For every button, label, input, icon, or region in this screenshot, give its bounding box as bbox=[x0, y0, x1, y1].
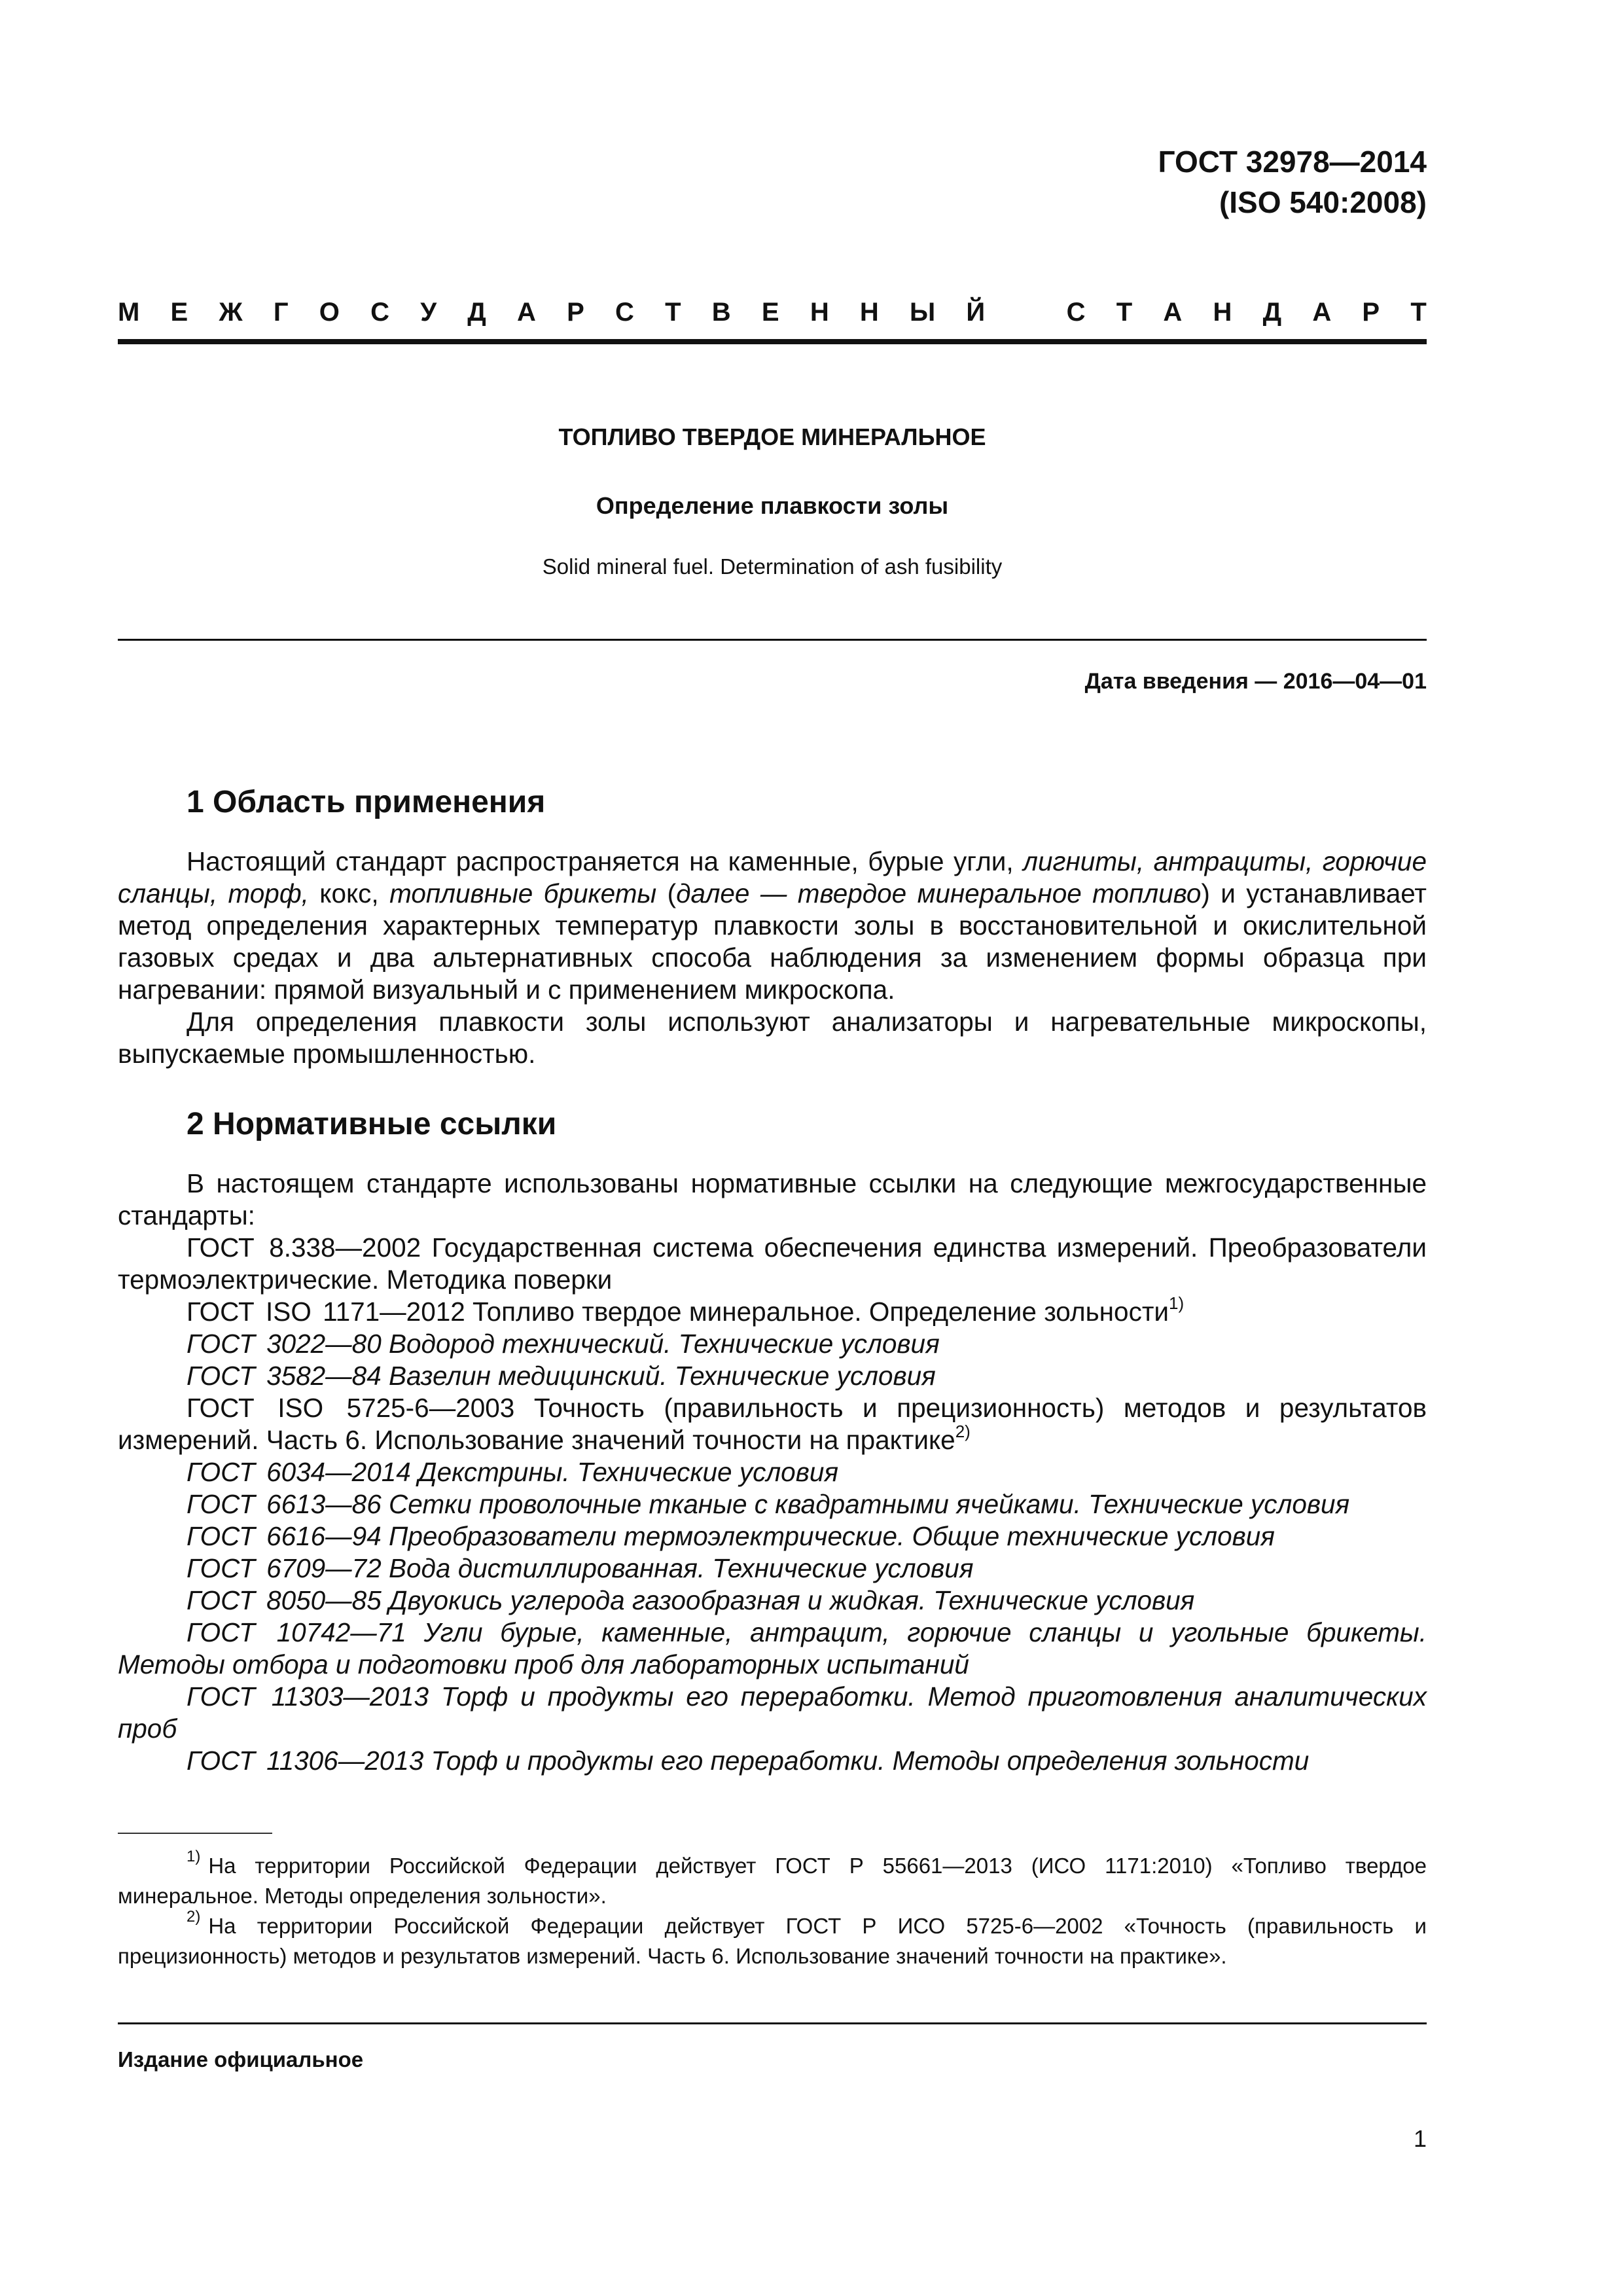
reference-code: ГОСТ 8050—85 bbox=[187, 1585, 382, 1615]
reference-item bbox=[118, 1360, 1427, 1392]
banner-letter: Р bbox=[567, 298, 584, 327]
reference-title: Государственная система обеспечения единства измерений. Преобразователи термоэлектрические. Методика поверки bbox=[118, 1232, 1427, 1295]
iso-number: (ISO 540:2008) bbox=[1219, 185, 1427, 219]
footnote-marker: 1) bbox=[1169, 1293, 1185, 1313]
reference-code: ГОСТ 11303—2013 bbox=[187, 1681, 429, 1712]
reference-code: ГОСТ 6613—86 bbox=[187, 1489, 382, 1519]
page-number: 1 bbox=[1413, 2125, 1427, 2152]
text-run: ( bbox=[656, 878, 677, 908]
reference-code: ГОСТ 3022—80 bbox=[187, 1329, 382, 1359]
banner-letter: Е bbox=[170, 298, 188, 327]
footnote-mark: 2) bbox=[187, 1908, 201, 1926]
reference-code: ГОСТ 10742—71 bbox=[187, 1617, 406, 1647]
reference-code: ГОСТ 6034—2014 bbox=[187, 1457, 411, 1487]
text-run: Настоящий стандарт распространяется на каменные, бурые угли, bbox=[187, 846, 1024, 876]
banner-letter: Д bbox=[467, 298, 486, 327]
footnote-text: На территории Российской Федерации действует ГОСТ Р ИСО 5725-6—2002 «Точность (правильность и прецизионность) методов и результатов измерений. Часть 6. Использование значений точности на практике». bbox=[118, 1914, 1427, 1968]
banner-letter: Й bbox=[966, 298, 986, 327]
reference-item bbox=[118, 1293, 1427, 1328]
normative-references-list bbox=[118, 1232, 1427, 1777]
reference-item bbox=[118, 1520, 1427, 1552]
banner-letter: Ы bbox=[910, 298, 936, 327]
footnote-marker: 2) bbox=[955, 1421, 971, 1441]
banner-letter: Р bbox=[1362, 298, 1380, 327]
banner-letter bbox=[1016, 296, 1035, 329]
reference-title: Торф и продукты его переработки. Методы определения зольности bbox=[431, 1746, 1310, 1776]
standard-subtitle: Определение плавкости золы bbox=[596, 492, 949, 519]
reference-title: Торф и продукты его переработки. Метод приготовления аналитических проб bbox=[118, 1681, 1427, 1744]
text-run: ) и устанавливает метод определения характерных температур плавкости золы в восстановительной и окислительной газовых средах и два альтернативных способа наблюдения за изменением формы образца при нагревании: прямой визуальный и с применением микроскопа. bbox=[118, 878, 1427, 1005]
gost-number: ГОСТ 32978—2014 bbox=[1158, 145, 1427, 179]
banner-letter: А bbox=[517, 298, 536, 327]
official-edition-label: Издание официальное bbox=[118, 2047, 364, 2072]
banner-letter: С bbox=[615, 298, 634, 327]
reference-item bbox=[118, 1488, 1427, 1520]
banner-letter: Г bbox=[273, 298, 289, 327]
reference-item bbox=[118, 1681, 1427, 1745]
reference-code: ГОСТ 6616—94 bbox=[187, 1521, 382, 1551]
text-run: кокс, bbox=[308, 878, 390, 908]
banner-letter: В bbox=[711, 298, 731, 327]
reference-item bbox=[118, 1745, 1427, 1777]
reference-title: Двуокись углерода газообразная и жидкая. Технические условия bbox=[389, 1585, 1195, 1615]
banner-letter: Ж bbox=[219, 298, 243, 327]
standard-title: ТОПЛИВО ТВЕРДОЕ МИНЕРАЛЬНОЕ bbox=[558, 423, 986, 450]
text-run: далее — твердое минеральное топливо bbox=[676, 878, 1202, 908]
reference-item bbox=[118, 1232, 1427, 1296]
reference-code: ГОСТ 6709—72 bbox=[187, 1553, 382, 1583]
section-2 bbox=[118, 1105, 1427, 1777]
banner-letter: Н bbox=[810, 298, 829, 327]
title-rule bbox=[118, 639, 1427, 641]
banner-letter: С bbox=[370, 298, 389, 327]
reference-item bbox=[118, 1617, 1427, 1681]
footnote bbox=[118, 1908, 1427, 1971]
reference-code: ГОСТ 3582—84 bbox=[187, 1361, 382, 1391]
banner-letter: О bbox=[319, 298, 340, 327]
reference-title: Угли бурые, каменные, антрацит, горючие сланцы и угольные брикеты. Методы отбора и подготовки проб для лабораторных испытаний bbox=[118, 1617, 1427, 1679]
header-rule bbox=[118, 339, 1427, 344]
section-1 bbox=[118, 783, 1427, 1070]
banner-letter: С bbox=[1066, 298, 1086, 327]
standard-english-title: Solid mineral fuel. Determination of ash fusibility bbox=[542, 554, 1003, 579]
text-run: топливные брикеты bbox=[389, 878, 657, 908]
section-1-paragraph-2: Для определения плавкости золы используют анализаторы и нагревательные микроскопы, выпускаемые промышленностью. bbox=[118, 1007, 1427, 1069]
footnotes bbox=[118, 1848, 1427, 1971]
reference-code: ГОСТ 11306—2013 bbox=[187, 1746, 424, 1776]
reference-title: Декстрины. Технические условия bbox=[418, 1457, 838, 1487]
reference-title: Водород технический. Технические условия bbox=[389, 1329, 940, 1359]
reference-title: Преобразователи термоэлектрические. Общие технические условия bbox=[389, 1521, 1275, 1551]
reference-item bbox=[118, 1392, 1427, 1456]
footer-rule bbox=[118, 2022, 1427, 2024]
section-2-heading: 2 Нормативные ссылки bbox=[187, 1107, 557, 1141]
reference-title: Топливо твердое минеральное. Определение зольности bbox=[473, 1297, 1169, 1327]
banner-letter: Д bbox=[1262, 298, 1282, 327]
reference-item bbox=[118, 1585, 1427, 1617]
reference-item bbox=[118, 1328, 1427, 1360]
banner-letter: М bbox=[118, 298, 140, 327]
reference-title: Вода дистиллированная. Технические условия bbox=[389, 1553, 974, 1583]
banner-letter: Т bbox=[665, 298, 681, 327]
section-1-heading: 1 Область применения bbox=[187, 785, 546, 819]
reference-title: Сетки проволочные тканые с квадратными ячейками. Технические условия bbox=[389, 1489, 1350, 1519]
banner-letter: Н bbox=[859, 298, 879, 327]
footnote-text: На территории Российской Федерации действует ГОСТ Р 55661—2013 (ИСО 1171:2010) «Топливо твердое минеральное. Методы определения зольности». bbox=[118, 1854, 1427, 1908]
gost-designation bbox=[1158, 141, 1427, 223]
reference-item bbox=[118, 1456, 1427, 1488]
introduction-date: Дата введения — 2016—04—01 bbox=[1084, 669, 1427, 694]
reference-title: Точность (правильность и прецизионность) методов и результатов измерений. Часть 6. Использование значений точности на практике bbox=[118, 1393, 1427, 1455]
banner-letter: Т bbox=[1410, 298, 1427, 327]
reference-code: ГОСТ ISO 1171—2012 bbox=[187, 1297, 465, 1327]
interstate-standard-banner bbox=[118, 296, 1427, 329]
banner-letter: Т bbox=[1116, 298, 1133, 327]
banner-letter: У bbox=[420, 298, 437, 327]
banner-letter: Е bbox=[761, 298, 779, 327]
banner-letter: А bbox=[1312, 298, 1332, 327]
reference-code: ГОСТ 8.338—2002 bbox=[187, 1232, 421, 1263]
section-2-intro: В настоящем стандарте использованы нормативные ссылки на следующие межгосударственные стандарты: bbox=[118, 1168, 1427, 1230]
text-run: лигниты, антрациты, горючие сланцы, торф, bbox=[118, 846, 1427, 908]
footnote-mark: 1) bbox=[187, 1848, 201, 1865]
section-1-paragraph-1 bbox=[118, 846, 1427, 1006]
reference-title: Вазелин медицинский. Технические условия bbox=[389, 1361, 936, 1391]
footnote-separator bbox=[118, 1833, 272, 1834]
reference-code: ГОСТ ISO 5725-6—2003 bbox=[187, 1393, 515, 1423]
reference-item bbox=[118, 1552, 1427, 1585]
banner-letter: А bbox=[1163, 298, 1183, 327]
banner-letter: Н bbox=[1213, 298, 1232, 327]
footnote bbox=[118, 1848, 1427, 1911]
